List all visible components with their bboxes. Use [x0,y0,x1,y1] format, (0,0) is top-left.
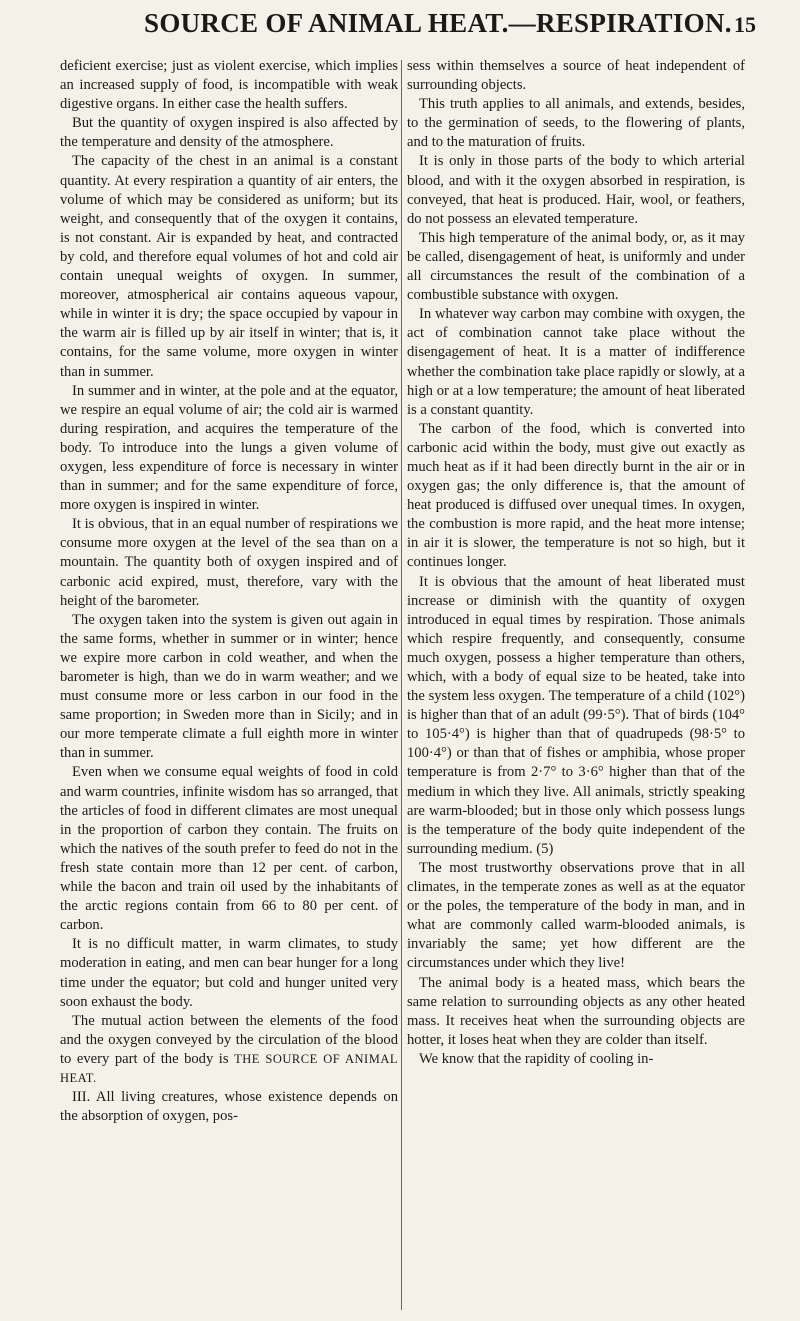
paragraph-text: It is only in those parts of the body to which arterial blood, and with it the oxygen absorbed in respiration, is conveyed, that heat is produced. Hair, wool, or feathers, do not possess an elevated temperature. [407,153,745,227]
paragraph [60,1088,398,1126]
page-title: SOURCE OF ANIMAL HEAT.—RESPIRATION. [144,8,732,38]
paragraph-text: III. All living creatures, whose existence depends on the absorption of oxygen, pos- [60,1089,398,1125]
paragraph [60,515,398,610]
paragraph-text: sess within themselves a source of heat independent of surrounding objects. [407,58,745,94]
paragraph-text: It is obvious, that in an equal number of respirations we consume more oxygen at the level of the sea than on a mountain. The quantity both of oxygen inspired and of carbonic acid expired, must, therefore, vary with the height of the barometer. [60,516,398,609]
paragraph-text: The oxygen taken into the system is given out again in the same forms, whether in summer or in winter; hence we expire more carbon in cold weather, and when the barometer is high, than we do in warm weather; and we must consume more or less carbon in our food in the same proportion; in Sweden more than in Sicily; and in our more temperate climate a full eighth more in winter than in summer. [60,611,398,762]
paragraph [60,935,398,1011]
paragraph [407,95,745,152]
paragraph-text: It is no difficult matter, in warm climates, to study moderation in eating, and men can bear hunger for a long time under the equator; but cold and hunger united very soon exhaust the body. [60,936,398,1010]
paragraph [60,763,398,935]
paragraph [407,420,745,573]
paragraph-text: The mutual action between the elements of the food and the oxygen conveyed by the circulation of the blood to every part of the body is [60,1012,398,1067]
paragraph-text: The capacity of the chest in an animal is a constant quantity. At every respiration a quantity of air enters, the volume of which may be considered as uniform; but its weight, and consequently that of the oxygen it contains, is not constant. Air is expanded by heat, and contracted by cold, and therefore equal volumes of hot and cold air contain unequal weights of oxygen. In summer, moreover, atmospherical air contains aqueous vapour, while in winter it is dry; the space occupied by vapour in the warm air is filled up by air itself in winter; that is, it contains, for the same volume, more oxygen in winter than in summer. [60,153,398,380]
paragraph-text: The carbon of the food, which is converted into carbonic acid within the body, must give out exactly as much heat as if it had been directly burnt in the air or in oxygen gas; the only difference is, that the amount of heat produced is diffused over unequal times. In oxygen, the combustion is more rapid, and the heat more intense; in air it is slower, the temperature is not so high, but it continues longer. [407,420,745,571]
paragraph [407,859,745,974]
paragraph [407,573,745,859]
paragraph [60,152,398,381]
paragraph [407,305,745,420]
paragraph [407,152,745,228]
paragraph-text: But the quantity of oxygen inspired is also affected by the temperature and density of the atmosphere. [60,115,398,151]
paragraph [60,57,398,114]
paragraph-text: We know that the rapidity of cooling in- [419,1050,654,1067]
running-head [60,8,756,42]
paragraph [407,229,745,305]
paragraph [60,1012,398,1088]
paragraph-text: It is obvious that the amount of heat liberated must increase or diminish with the quantity of oxygen introduced in equal times by respiration. Those animals which respire frequently, and consequently, consume much oxygen, possess a higher temperature than others, which, with a body of equal size to be heated, take into the system less oxygen. The temperature of a child (102°) is higher than that of an adult (99·5°). That of birds (104° to 105·4°) is higher than that of quadrupeds (98·5° to 100·4°) or than that of fishes or amphibia, whose proper temperature is from 2·7° to 3·6° higher than that of the medium in which they live. All animals, strictly speaking are warm-blooded; but in those only which possess lungs is the temperature of the body quite independent of the surrounding medium. (5) [407,573,745,857]
left-text-column [60,57,398,1126]
page-number: 15 [734,12,756,37]
paragraph-text: Even when we consume equal weights of food in cold and warm countries, infinite wisdom has so arranged, that the articles of food in different climates are most unequal in the proportion of carbon they contain. The fruits on which the natives of the south prefer to feed do not in the fresh state contain more than 12 per cent. of carbon, while the bacon and train oil used by the inhabitants of the arctic regions contain from 66 to 80 per cent. of carbon. [60,764,399,934]
column-divider [401,60,402,1310]
paragraph-text: The most trustworthy observations prove that in all climates, in the temperate zones as well as at the equator or the poles, the temperature of the body in man, and in what are commonly called warm-blooded animals, is invariably the same; yet how different are the circumstances under which they live! [407,859,745,972]
paragraph [407,1050,745,1069]
smallcaps-phrase: THE SOURCE OF ANIMAL HEAT. [60,1051,398,1085]
paragraph-text: The animal body is a heated mass, which bears the same relation to surrounding objects as any other heated mass. It receives heat when the surrounding objects are hotter, it loses heat when they are colder than itself. [407,974,745,1048]
paragraph-text: This truth applies to all animals, and extends, besides, to the germination of seeds, to the flowering of plants, and to the maturation of fruits. [407,96,745,151]
paragraph [60,382,398,516]
paragraph [60,114,398,152]
paragraph-text: In summer and in winter, at the pole and at the equator, we respire an equal volume of air; the cold air is warmed during respiration, and acquires the temperature of the body. To introduce into the lungs a given volume of oxygen, less expenditure of force is necessary in winter than in summer; and for the same expenditure of force, more oxygen is inspired in winter. [60,382,398,514]
paragraph [407,57,745,95]
paragraph-text: In whatever way carbon may combine with oxygen, the act of combination cannot take place without the disengagement of heat. It is a matter of indifference whether the combination take place rapidly or slowly, at a high or at a low temperature; the amount of heat liberated is a constant quantity. [407,306,745,418]
paragraph [60,611,398,764]
paragraph-text: This high temperature of the animal body, or, as it may be called, disengagement of heat, is uniformly and under all circumstances the result of the combination of a combustible substance with oxygen. [407,229,745,304]
paragraph [407,974,745,1050]
paragraph-text: deficient exercise; just as violent exercise, which implies an increased supply of food, is incompatible with weak digestive organs. In either case the health suffers. [60,58,398,113]
right-text-column [407,57,745,1069]
